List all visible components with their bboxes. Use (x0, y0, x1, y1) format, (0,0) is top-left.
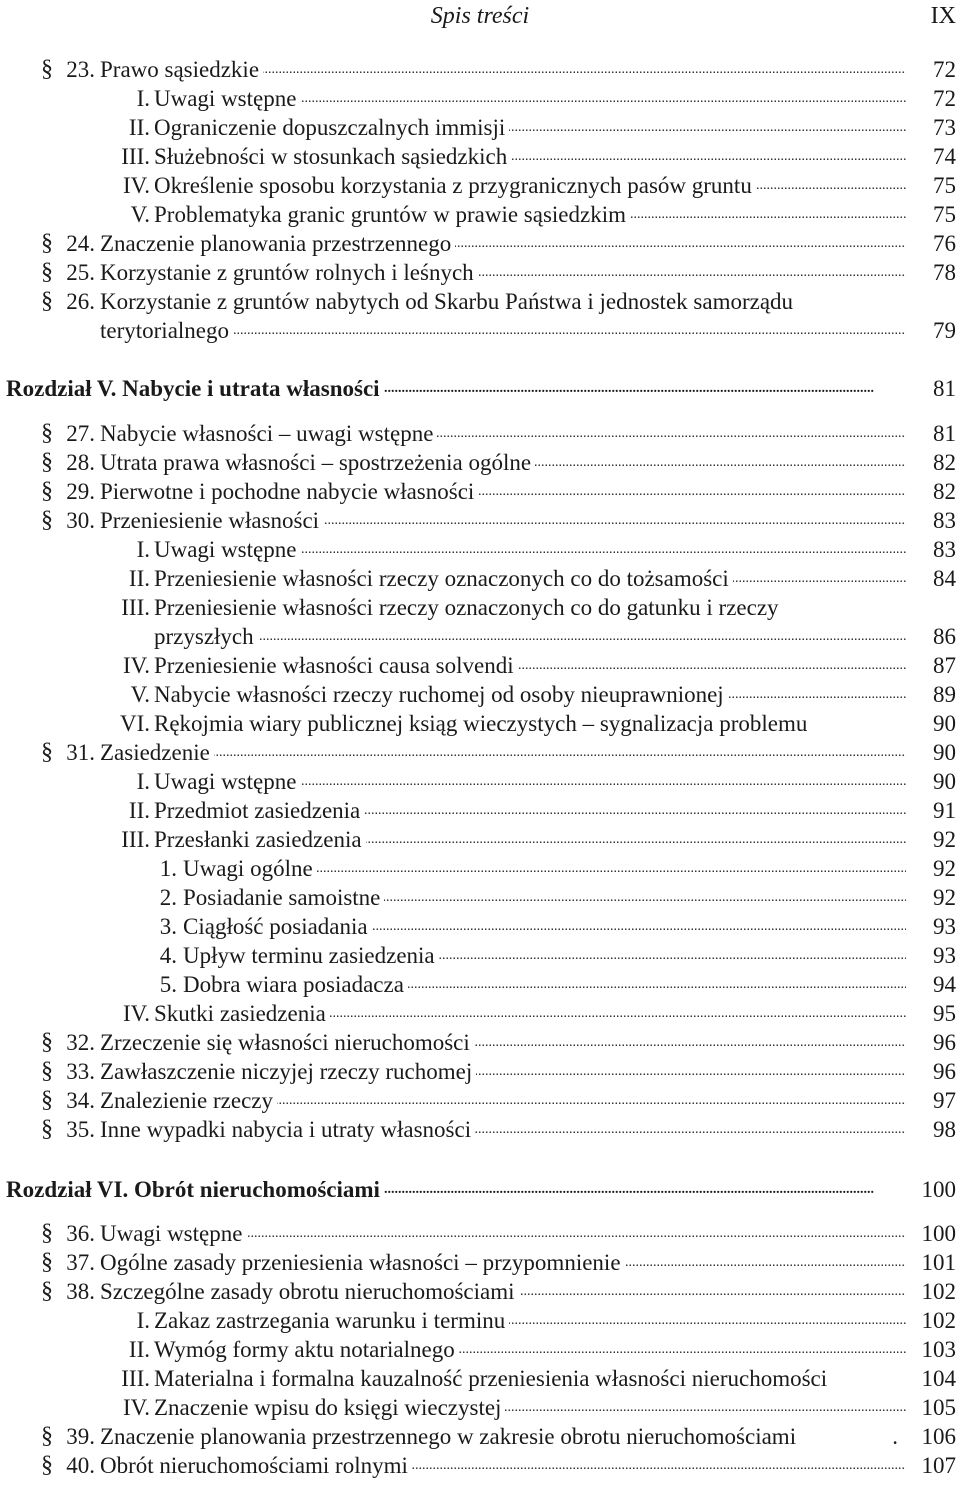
toc-entry-row (0, 84, 960, 113)
page-number: 90 (933, 711, 956, 736)
entry-title: Uwagi ogólne (183, 856, 317, 881)
toc-entry-row (0, 970, 960, 999)
entry-title: Znaczenie planowania przestrzennego w zakresie obrotu nieruchomościami (100, 1424, 800, 1449)
toc-entry-row (0, 564, 960, 593)
page-number: 105 (921, 1395, 956, 1420)
entry-number: III. (121, 1366, 150, 1391)
entry-number: 38. (66, 1279, 95, 1304)
page-number: 90 (933, 740, 956, 765)
toc-entry-row (0, 1306, 960, 1335)
entry-number: II. (128, 566, 150, 591)
page-number: 86 (933, 624, 956, 649)
page-number: 98 (933, 1117, 956, 1142)
entry-number: 27. (66, 421, 95, 446)
entry-number: 29. (66, 479, 95, 504)
entry-title: Wymóg formy aktu notarialnego (154, 1337, 459, 1362)
entry-title: Szczególne zasady obrotu nieruchomościami (100, 1279, 519, 1304)
toc-entry-row (0, 448, 960, 477)
page-number: 107 (921, 1453, 956, 1478)
entry-title: Rękojmia wiary publicznej ksiąg wieczystych – sygnalizacja problemu (154, 711, 811, 736)
section-sign: § (41, 230, 53, 256)
toc-entry-row (0, 912, 960, 941)
toc-entry-row (0, 767, 960, 796)
page-number: 87 (933, 653, 956, 678)
entry-number: I. (136, 86, 150, 111)
toc-entry-row (0, 200, 960, 229)
entry-title: przyszłych (154, 624, 258, 649)
entry-title: Przeniesienie własności rzeczy oznaczonych co do tożsamości (154, 566, 733, 591)
entry-number: V. (130, 682, 150, 707)
toc-entry-row (0, 941, 960, 970)
entry-title: Posiadanie samoistne (183, 885, 384, 910)
entry-number: 2. (159, 885, 177, 910)
section-sign: § (41, 1029, 53, 1055)
page-number: 82 (933, 450, 956, 475)
leader-dot: . (892, 1424, 898, 1449)
entry-number: 26. (66, 289, 95, 314)
section-sign: § (41, 56, 53, 82)
page-number: 90 (933, 769, 956, 794)
entry-title: Zakaz zastrzegania warunku i terminu (154, 1308, 509, 1333)
section-sign: § (41, 1452, 53, 1478)
entry-title: Korzystanie z gruntów nabytych od Skarbu Państwa i jednostek samorządu (100, 289, 797, 314)
toc-entry-row (0, 1393, 960, 1422)
toc-chapter-row (0, 374, 960, 403)
entry-number: 24. (66, 231, 95, 256)
page-number: 72 (933, 86, 956, 111)
page-number: 95 (933, 1001, 956, 1026)
running-header-title: Spis treści (430, 3, 530, 29)
toc-entry-row (0, 1335, 960, 1364)
entry-title: Pierwotne i pochodne nabycie własności (100, 479, 478, 504)
entry-number: 30. (66, 508, 95, 533)
entry-number: 25. (66, 260, 95, 285)
entry-title: Ograniczenie dopuszczalnych immisji (154, 115, 509, 140)
page-number: 96 (933, 1059, 956, 1084)
page-number: 92 (933, 856, 956, 881)
running-header-page-number: IX (930, 3, 956, 29)
page-number: 81 (933, 421, 956, 446)
toc-entry-row (0, 506, 960, 535)
toc-entry-row (0, 171, 960, 200)
entry-title: Dobra wiara posiadacza (183, 972, 408, 997)
entry-number: IV. (122, 1001, 150, 1026)
toc-entry-row (0, 1364, 960, 1393)
entry-number: VI. (119, 711, 150, 736)
entry-number: 36. (66, 1221, 95, 1246)
entry-title: Zrzeczenie się własności nieruchomości (100, 1030, 474, 1055)
page-number: 91 (933, 798, 956, 823)
page-number: 73 (933, 115, 956, 140)
toc-entry-row (0, 593, 960, 622)
entry-number: 37. (66, 1250, 95, 1275)
entry-title: Znaczenie planowania przestrzennego (100, 231, 455, 256)
entry-number: I. (136, 769, 150, 794)
page-number: 93 (933, 943, 956, 968)
entry-number: II. (128, 798, 150, 823)
entry-number: IV. (122, 173, 150, 198)
entry-title: Nabycie własności – uwagi wstępne (100, 421, 437, 446)
entry-title: Zasiedzenie (100, 740, 214, 765)
toc-entry-row (0, 55, 960, 84)
entry-title: Utrata prawa własności – spostrzeżenia ogólne (100, 450, 535, 475)
page-number: 83 (933, 537, 956, 562)
page-number: 102 (921, 1308, 956, 1333)
toc-entry-row (0, 738, 960, 767)
section-sign: § (41, 1278, 53, 1304)
section-sign: § (41, 449, 53, 475)
entry-title: Określenie sposobu korzystania z przygranicznych pasów gruntu (154, 173, 756, 198)
entry-title: Problematyka granic gruntów w prawie sąsiedzkim (154, 202, 630, 227)
entry-number: III. (121, 595, 150, 620)
toc-entry-row (0, 709, 960, 738)
page-number: 83 (933, 508, 956, 533)
page-number: 72 (933, 57, 956, 82)
section-sign: § (41, 507, 53, 533)
toc-entry-row (0, 113, 960, 142)
toc-entry-row (0, 419, 960, 448)
toc-entry-row (0, 825, 960, 854)
toc-entry-row (0, 622, 960, 651)
entry-title: Przedmiot zasiedzenia (154, 798, 364, 823)
toc-entry-row (0, 1057, 960, 1086)
entry-number: 35. (66, 1117, 95, 1142)
entry-title: Inne wypadki nabycia i utraty własności (100, 1117, 475, 1142)
entry-title: Ogólne zasady przeniesienia własności – przypomnienie (100, 1250, 625, 1275)
section-sign: § (41, 1087, 53, 1113)
page-number: 93 (933, 914, 956, 939)
toc-entry-row (0, 1248, 960, 1277)
page-number: 92 (933, 885, 956, 910)
entry-title: Znaczenie wpisu do księgi wieczystej (154, 1395, 505, 1420)
entry-title: Prawo sąsiedzkie (100, 57, 263, 82)
toc-entry-row (0, 854, 960, 883)
page-number: 89 (933, 682, 956, 707)
entry-title: Uwagi wstępne (154, 769, 300, 794)
entry-title: Przeniesienie własności causa solvendi (154, 653, 518, 678)
page-number: 74 (933, 144, 956, 169)
page-number: 106 (921, 1424, 956, 1449)
entry-title: Uwagi wstępne (100, 1221, 246, 1246)
entry-title: Przesłanki zasiedzenia (154, 827, 366, 852)
entry-number: 28. (66, 450, 95, 475)
section-sign: § (41, 288, 53, 314)
entry-title: Znalezienie rzeczy (100, 1088, 277, 1113)
entry-number: I. (136, 537, 150, 562)
entry-number: 33. (66, 1059, 95, 1084)
section-sign: § (41, 739, 53, 765)
entry-number: II. (128, 115, 150, 140)
entry-title: terytorialnego (100, 318, 233, 343)
toc-entry-row (0, 1451, 960, 1480)
section-sign: § (41, 420, 53, 446)
chapter-number: Rozdział VI. (6, 1177, 129, 1202)
entry-number: 34. (66, 1088, 95, 1113)
page-number: 75 (933, 173, 956, 198)
entry-number: III. (121, 144, 150, 169)
toc-entry-row (0, 1277, 960, 1306)
entry-number: 40. (66, 1453, 95, 1478)
entry-title: Korzystanie z gruntów rolnych i leśnych (100, 260, 478, 285)
page-number: 104 (921, 1366, 956, 1391)
page-number: 76 (933, 231, 956, 256)
page-number: 100 (921, 1221, 956, 1246)
entry-number: 39. (66, 1424, 95, 1449)
page-number: 82 (933, 479, 956, 504)
section-sign: § (41, 259, 53, 285)
entry-title: Przeniesienie własności (100, 508, 323, 533)
entry-title: Upływ terminu zasiedzenia (183, 943, 439, 968)
toc-entry-row (0, 999, 960, 1028)
entry-title: Uwagi wstępne (154, 537, 300, 562)
section-sign: § (41, 1058, 53, 1084)
entry-title: Nabycie własności rzeczy ruchomej od osoby nieuprawnionej (154, 682, 728, 707)
page-number: 75 (933, 202, 956, 227)
page-number: 92 (933, 827, 956, 852)
page-number: 100 (921, 1177, 956, 1202)
entry-number: 3. (159, 914, 177, 939)
entry-number: 1. (159, 856, 177, 881)
page-number: 79 (933, 318, 956, 343)
section-sign: § (41, 1220, 53, 1246)
entry-title: Skutki zasiedzenia (154, 1001, 330, 1026)
toc-entry-row (0, 477, 960, 506)
page-number: 97 (933, 1088, 956, 1113)
chapter-title: Nabycie i utrata własności (122, 376, 380, 401)
section-sign: § (41, 478, 53, 504)
page-number: 94 (933, 972, 956, 997)
toc-entry-row (0, 1219, 960, 1248)
entry-title: Służebności w stosunkach sąsiedzkich (154, 144, 511, 169)
entry-number: III. (121, 827, 150, 852)
entry-number: V. (130, 202, 150, 227)
toc-entry-row (0, 258, 960, 287)
entry-number: 5. (159, 972, 177, 997)
toc-entry-row (0, 229, 960, 258)
toc-entry-row (0, 316, 960, 345)
entry-number: 31. (66, 740, 95, 765)
toc-entry-row (0, 287, 960, 316)
page-number: 96 (933, 1030, 956, 1055)
page-number: 102 (921, 1279, 956, 1304)
toc-entry-row (0, 1028, 960, 1057)
entry-title: Obrót nieruchomościami rolnymi (100, 1453, 412, 1478)
toc-entry-row (0, 1086, 960, 1115)
page-number: 101 (921, 1250, 956, 1275)
toc-entry-row (0, 883, 960, 912)
entry-number: 4. (159, 943, 177, 968)
entry-number: 23. (66, 57, 95, 82)
page-number: 84 (933, 566, 956, 591)
entry-number: II. (128, 1337, 150, 1362)
toc-entry-row (0, 1422, 960, 1451)
toc-entry-row (0, 1115, 960, 1144)
entry-number: IV. (122, 653, 150, 678)
toc-entry-row (0, 142, 960, 171)
page-number: 81 (933, 376, 956, 401)
toc-entry-row (0, 651, 960, 680)
entry-number: I. (136, 1308, 150, 1333)
entry-title: Ciągłość posiadania (183, 914, 372, 939)
section-sign: § (41, 1116, 53, 1142)
chapter-title: Obrót nieruchomościami (134, 1177, 380, 1202)
section-sign: § (41, 1249, 53, 1275)
entry-title: Zawłaszczenie niczyjej rzeczy ruchomej (100, 1059, 476, 1084)
chapter-number: Rozdział V. (6, 376, 117, 401)
toc-entry-row (0, 796, 960, 825)
toc-chapter-row (0, 1175, 960, 1204)
entry-number: IV. (122, 1395, 150, 1420)
toc-entry-row (0, 535, 960, 564)
entry-title: Materialna i formalna kauzalność przeniesienia własności nieruchomości (154, 1366, 831, 1391)
section-sign: § (41, 1423, 53, 1449)
entry-title: Uwagi wstępne (154, 86, 300, 111)
entry-number: 32. (66, 1030, 95, 1055)
page-number: 78 (933, 260, 956, 285)
entry-title: Przeniesienie własności rzeczy oznaczonych co do gatunku i rzeczy (154, 595, 783, 620)
page-number: 103 (921, 1337, 956, 1362)
toc-entry-row (0, 680, 960, 709)
